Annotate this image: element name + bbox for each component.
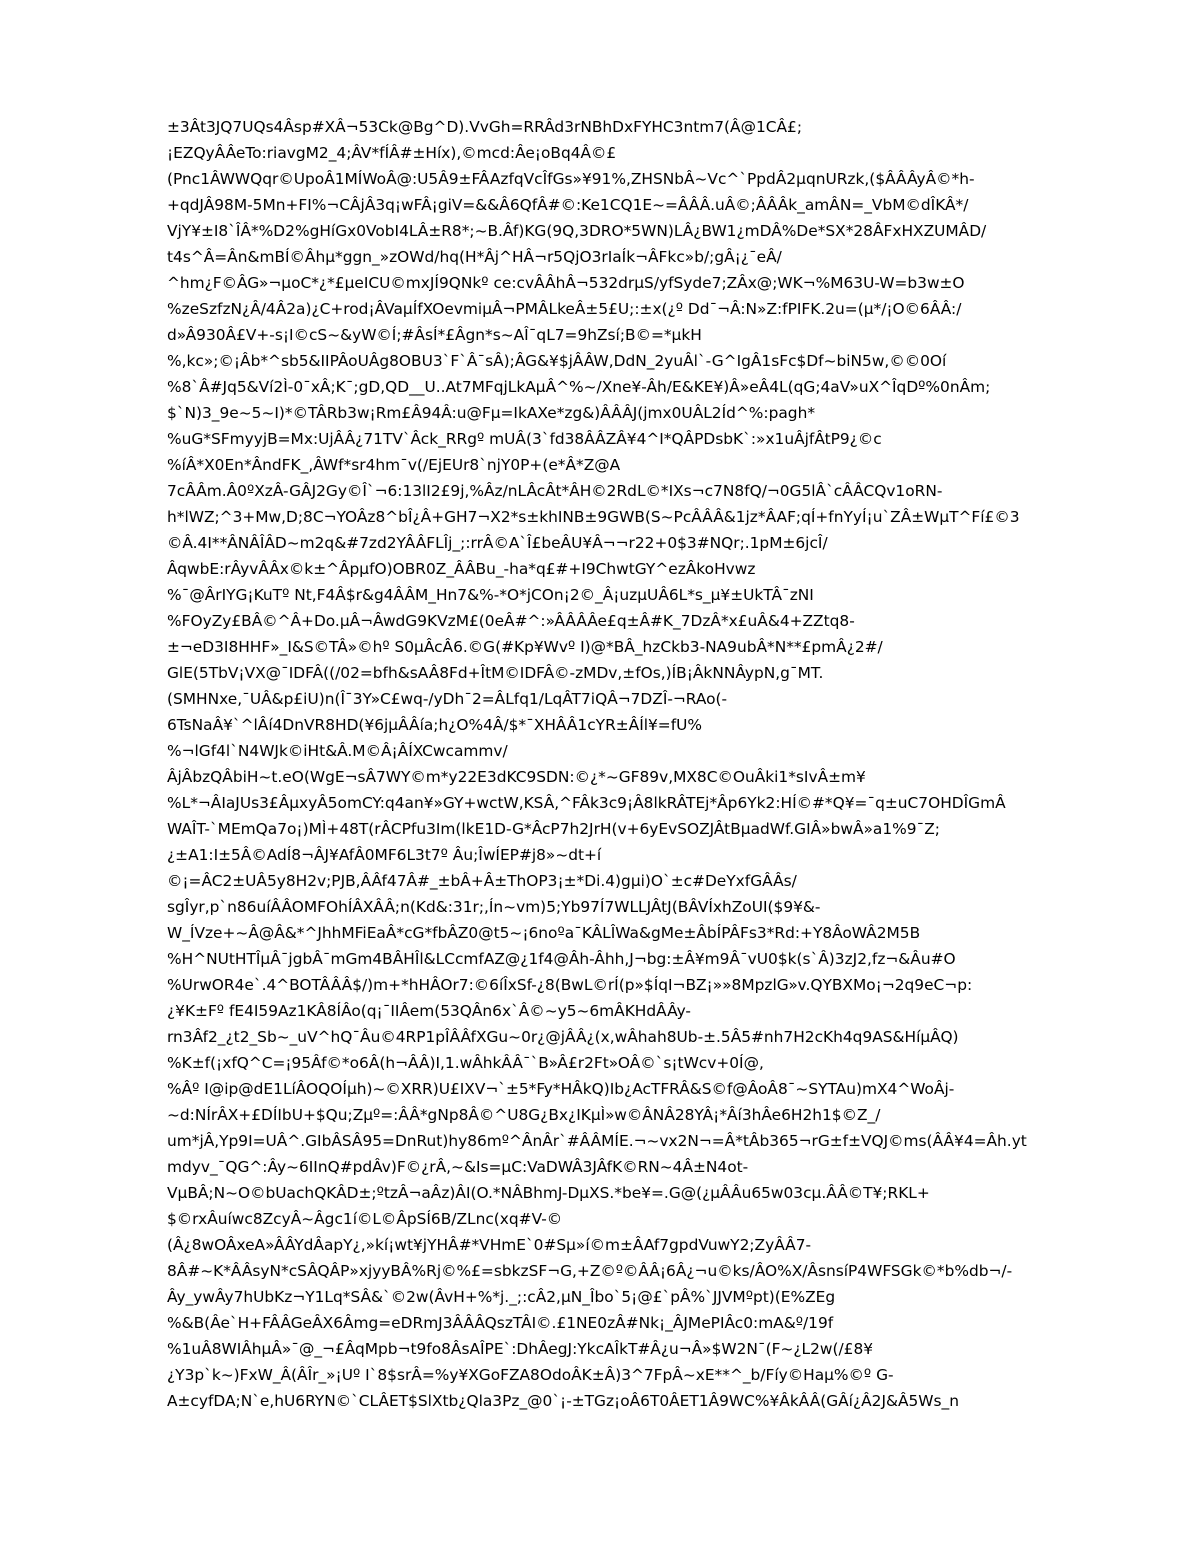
text-line: %Âº I@ip@dE1LíÂOQOÍµh)~©XRR)U£IXV¬`±5*Fy*HÂkQ)Ib¿AcTFRÂ&S©f@ÂoÂ8¯~SYTAu)mX4^WoÂj- xyxy=(167,1080,955,1098)
text-line: %íÂ*X0En*ÂndFK_,ÂWf*sr4hm¯v(/EjEUr8`njY0P+(e*Â*Z@A xyxy=(167,456,621,474)
text-line: ¿±A1:I±5Â©AdÍ8¬ÂJ¥AfÂ0MF6L3t7º Âu;ÎwÍEP#j8»~dt+í xyxy=(167,846,602,864)
text-line: (Pnc1ÂWWQqr©UpoÂ1MÍWoÂ@:U5Â9±FÂAzfqVcÎfGs»¥91%,ZHSNbÂ~Vc^`PpdÂ2µqnURzk,($ÂÂÂyÂ©*h- xyxy=(167,170,975,188)
text-line: (SMHNxe,¯UÂ&p£iU)n(Î¯3Y»C£wq-/yDh¯2=ÂLfq1/LqÂT7iQÂ¬7DZÎ-¬RAo(- xyxy=(167,690,728,708)
text-line: ~d:NÍrÂX+£DÍIbU+$Qu;Zµº=:ÂÂ*gNp8Â©^U8G¿Bx¿IKµÌ»w©ÂNÂ28YÂ¡*Âí3hÂe6H2h1$©Z_/ xyxy=(167,1106,881,1124)
text-line: %zeSzfzN¿Â/4Â2a)¿C+rod¡ÂVaµÍfXOevmiµÂ¬PMÂLkeÂ±5£U;:±x(¿º Dd¯¬Â:N»Z:fPIFK.2u=(µ*/¡O©6ÂÂ:/ xyxy=(167,300,962,318)
text-line: %FOyZy£BÂ©^Â+Do.µÂ¬ÂwdG9KVzM£(0eÂ#^:»ÂÂÂÂe£q±Â#K_7DzÂ*x£uÂ&4+ZZtq8- xyxy=(167,612,855,630)
text-line: %K±f(¡xfQ^C=¡95Âf©*o6Â(h¬ÂÂ)I,1.wÂhkÂÂ¯`B»Â£r2Ft»OÂ©`s¡tWcv+0Í@, xyxy=(167,1054,764,1072)
text-line: (Â¿8wOÂxeA»ÂÂYdÂapY¿,»kí¡wt¥jYHÂ#*VHmE`0#Sµ»í©m±ÂAf7gpdVuwY2;ZyÂÂ7- xyxy=(167,1236,812,1254)
text-line: %¬lGf4l`N4WJk©iHt&Â.M©Â¡ÂÍXCwcammv/ xyxy=(167,742,508,760)
text-line: %&B(Âe`H+FÂÂGeÂX6Âmg=eDRmJ3ÂÂÂQszTÂI©.£1NE0zÂ#Nk¡_ÂJMePIÂc0:mA&º/19f xyxy=(167,1314,834,1332)
text-line: ±3Ât3JQ7UQs4Âsp#XÂ¬53Ck@Bg^D).VvGh=RRÂd3rNBhDxFYHC3ntm7(Â@1CÂ£; xyxy=(167,118,803,136)
text-line: ©¡=ÂC2±UÂ5y8H2v;PJB,ÂÂf47Â#_±bÂ+Â±ThOP3¡±*Di.4)gµi)O`±c#DeYxfGÂÂs/ xyxy=(167,872,797,890)
text-line: ¡EZQyÂÂeTo:riavgM2_4;ÂV*fÍÂ#±Híx),©mcd:Âe¡oBq4Â©£ xyxy=(167,144,617,162)
text-line: A±cyfDA;N`e,hU6RYN©`CLÂET$SlXtb¿Qla3Pz_@0`¡-±TGz¡oÂ6T0ÂET1Â9WC%¥ÂkÂÂ(GÂí¿Â2J&Â5Ws_n xyxy=(167,1392,959,1410)
text-line: um*jÂ,Yp9I=UÂ^.GIbÂSÂ95=DnRut)hy86mº^ÂnÂr`#ÂÂMÍE.¬~vx2N¬=Â*tÂb365¬rG±f±VQJ©ms(ÂÂ¥4=Âh.yt xyxy=(167,1132,1027,1150)
text-line: ±¬eD3I8HHF»_I&S©TÂ»©hº S0µÂcÂ6.©G(#Kp¥Wvº I)@*BÂ_hzCkb3-NA9ubÂ*N**£pmÂ¿2#/ xyxy=(167,638,883,656)
text-line: %8`Â#Jq5&Ví2Ì-0¯xÂ;K¯;gD,QD__U..At7MFqjLkAµÂ^%~/Xne¥-Âh/E&KE¥)Â»eÂ4L(qG;4aV»uX^ÎqDº%0nÂm; xyxy=(167,378,991,396)
text-line: W_ÍVze+~Â@Â&*^JhhMFiEaÂ*cG*fbÂZ0@t5~¡6noºa¯KÂLÎWa&gMe±ÂbÍPÂFs3*Rd:+Y8ÂoWÂ2M5B xyxy=(167,924,921,942)
text-line: GlE(5TbV¡VX@¯IDFÂ((/02=bfh&sAÂ8Fd+ÎtM©IDFÂ©-zMDv,±fOs,)ÍB¡ÂkNNÂypN,g¯MT. xyxy=(167,664,824,682)
text-line: WAÎT-`MEmQa7o¡)MÌ+48T(rÂCPfu3Im(lkE1D-G*ÂcP7h2JrH(v+6yEvSOZJÂtBµadWf.GIÂ»bwÂ»a1%9¯Z; xyxy=(167,820,940,838)
text-line: 6TsNaÂ¥`^lÂí4DnVR8HD(¥6jµÂÂía;h¿O%4Â/$*¯XHÂÂ1cYR±ÂÍl¥=fU% xyxy=(167,716,703,734)
text-line: h*lWZ;^3+Mw,D;8C¬YOÂz8^bÎ¿Â+GH7¬X2*s±khINB±9GWB(S~PcÂÂÂ&1jz*ÂAF;qÍ+fnYyÍ¡u`ZÂ±WµT^Fí£©3 xyxy=(167,508,1020,526)
garbled-text-block xyxy=(167,114,1127,1414)
text-line: +qdJÂ98M-5Mn+FI%¬CÂjÂ3q¡wFÂ¡giV=&&Â6QfÂ#©:Ke1CQ1E~=ÂÂÂ.uÂ©;ÂÂÂk_amÂN=_VbM©dÎKÂ*/ xyxy=(167,196,969,214)
text-line: %uG*SFmyyjB=Mx:UjÂÂ¿71TV`Âck_RRgº mUÂ(3`fd38ÂÂZÂ¥4^I*QÂPDsbK`:»x1uÂjfÂtP9¿©c xyxy=(167,430,882,448)
text-line: ÂjÂbzQÂbiH~t.eO(WgE¬sÂ7WY©m*y22E3dKC9SDN:©¿*~GF89v,MX8C©OuÂki1*sIvÂ±m¥ xyxy=(167,768,866,786)
text-line: 7cÂÂm.Â0ºXzÂ-GÂJ2Gy©Î`¬6:13lI2£9j,%Âz/nLÂcÂt*ÂH©2RdL©*IXs¬c7N8fQ/¬0G5lÂ`cÂÂCQv1oRN- xyxy=(167,482,943,500)
text-line: %H^NUtHTÎµÂ¯jgbÂ¯mGm4BÂHÎl&LCcmfAZ@¿1f4@Âh-Âhh,J¬bg:±Â¥m9Â¯vU0$k(s`Â)3zJ2,fz¬&Âu#O xyxy=(167,950,956,968)
text-line: ÂqwbE:rÂyvÂÂx©k±^ÂpµfO)OBR0Z_ÂÂBu_-ha*q£#+I9ChwtGY^ezÂkoHvwz xyxy=(167,560,756,578)
text-line: d»Â930Â£V+-s¡I©cS~&yW©Í;#ÂsÍ*£Âgn*s~AÎ¯qL7=9hZsí;B©=*µkH xyxy=(167,326,702,344)
text-line: 8Â#~K*ÂÂsyN*cSÂQÂP»xjyyBÂ%Rj©%£=sbkzSF¬G,+Z©º©ÂÂ¡6Â¿¬u©ks/ÂO%X/ÂsnsíP4WFSGk©*b%db¬/- xyxy=(167,1262,1013,1280)
text-line: %,kc»;©¡Âb*^sb5&IIPÂoUÂg8OBU3`F`Â¯sÂ);ÂG&¥$jÂÂW,DdN_2yuÂl`-G^IgÂ1sFc$Df~biN5w,©©0Oí xyxy=(167,352,947,370)
text-line: VjY¥±I8`ÎÂ*%D2%gHíGx0VobI4LÂ±R8*;~B.Âf)KG(9Q,3DRO*5WN)LÂ¿BW1¿mDÂ%De*SX*28ÂFxHXZUMÂD/ xyxy=(167,222,987,240)
text-line: %L*¬ÂIaJUs3£ÂµxyÂ5omCY:q4an¥»GY+wctW,KSÂ,^FÂk3c9¡Â8lkRÂTEj*Âp6Yk2:HÍ©#*Q¥=¯q±uC7OHDÎGmÂ xyxy=(167,794,1006,812)
text-line: Ây_ywÂy7hUbKz¬Y1Lq*SÂ&`©2w(ÂvH+%*j._;:cÂ2,µN_Îbo`5¡@£`pÂ%`JJVMºpt)(E%ZEg xyxy=(167,1288,836,1306)
text-line: $`N)3_9e~5~I)*©TÂRb3w¡Rm£Â94Â:u@Fµ=IkAXe*zg&)ÂÂÂJ(jmx0UÂL2Íd^%:pagh* xyxy=(167,404,816,422)
text-line: $©rxÂuíwc8ZcyÂ~Âgc1í©L©ÂpSÍ6B/ZLnc(xq#V-© xyxy=(167,1210,563,1228)
text-line: %¯@ÂrIYG¡KuTº Nt,F4Â$r&g4ÂÂM_Hn7&%-*O*jCOn¡2©_Â¡uzµUÂ6L*s_µ¥±UkTÂ¯zNI xyxy=(167,586,814,604)
text-line: t4s^Â=Ân&mBÍ©Âhµ*ggn_»zOWd/hq(H*Âj^HÂ¬r5QjO3rIaÍk¬ÂFkc»b/;gÂ¡¿¯eÂ/ xyxy=(167,248,782,266)
text-line: ^hm¿F©ÂG»¬µoC*¿*£µeICU©mxJÍ9QNkº ce:cvÂÂhÂ¬532drµS/yfSyde7;ZÂx@;WK¬%M63U-W=b3w±O xyxy=(167,274,965,292)
text-line: %UrwOR4e`.4^BOTÂÂÂ$/)m+*hHÂOr7:©6íÎxSf-¿8(BwL©rÍ(p»$ÍqI¬BZ¡»»8MpzlG»v.QYBXMo¡¬2q9eC¬p: xyxy=(167,976,973,994)
text-line: ¿Y3p`k~)FxW_Â(ÂÎr_»¡Uº I`8$srÂ=%y¥XGoFZA8OdoÂK±Â)3^7FpÂ~xE**^_b/Fíy©Haµ%©º G- xyxy=(167,1366,894,1384)
text-line: sgÎyr,p`n86uíÂÂOMFOhÍÂXÂÂ;n(Kd&:31r;,Ín~vm)5;Yb97Í7WLLJÂtJ(BÂVÍxhZoUI($9¥&- xyxy=(167,898,821,916)
text-line: ©Â.4I**ÂNÂÎÂD~m2q&#7zd2YÂÂFLÎj_;:rrÂ©A`Î£beÂU¥Â¬¬r22+0$3#NQr;.1pM±6jcÎ/ xyxy=(167,534,828,552)
text-line: ¿¥K±Fº fE4I59Az1KÂ8ÍÂo(q¡¯IIÂem(53QÂn6x`Â©~y5~6mÂKHdÂÂy- xyxy=(167,1002,691,1020)
text-line: rn3Âf2_¿t2_Sb~_uV^hQ¯Âu©4RP1pÎÂÂfXGu~0r¿@jÂÂ¿(x,wÂhah8Ub-±.5Â5#nh7H2cKh4q9AS&HíµÂQ) xyxy=(167,1028,959,1046)
text-line: VµBÂ;N~O©bUachQKÂD±;ºtzÂ¬aÂz)ÂI(O.*NÂBhmJ-DµXS.*be¥=.G@(¿µÂÂu65w03cµ.ÂÂ©T¥;RKL+ xyxy=(167,1184,930,1202)
text-line: mdyv_¯QG^:Ây~6IInQ#pdÂv)F©¿rÂ,~&Is=µC:VaDWÂ3JÂfK©RN~4Â±N4ot- xyxy=(167,1158,749,1176)
text-line: %1uÂ8WIÂhµÂ»¯@_¬£ÂqMpb¬t9fo8ÂsAÎPE`:DhÂegJ:YkcAÎkT#Â¿u¬Â»$W2N¯(F~¿L2w(/£8¥ xyxy=(167,1340,874,1358)
